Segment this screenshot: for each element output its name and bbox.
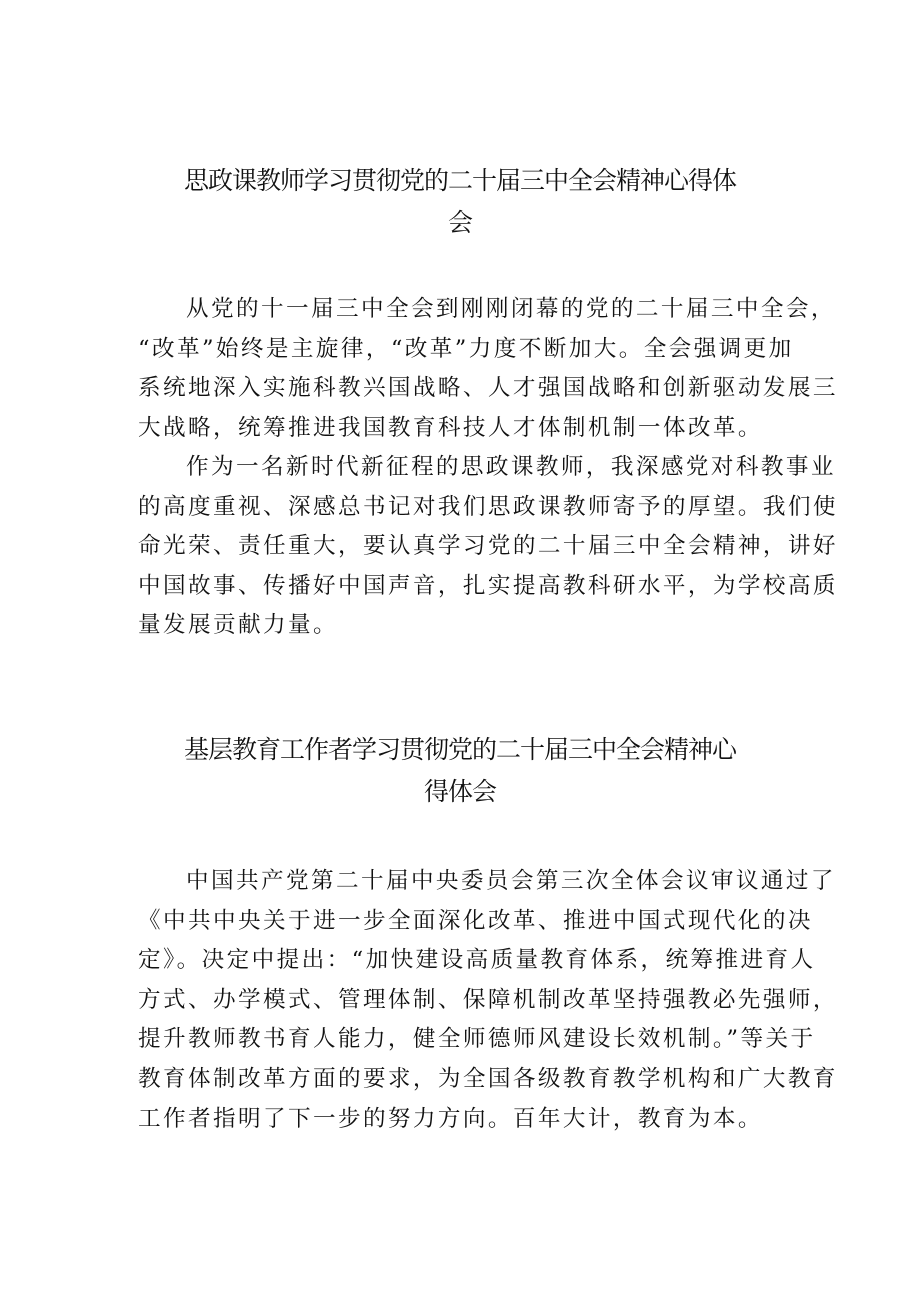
text-line: 定》。决定中提出：“加快建设高质量教育体系，统筹推进育人 xyxy=(138,947,816,974)
text-line: 命光荣、责任重大，要认真学习党的二十届三中全会精神，讲好 xyxy=(138,533,838,560)
text-line: 量发展贡献力量。 xyxy=(138,612,338,639)
text-line: “改革”始终是主旋律，“改革”力度不断加大。全会强调更加 xyxy=(138,335,794,362)
text-line: 的高度重视、深感总书记对我们思政课教师寄予的厚望。我们使 xyxy=(138,493,838,520)
text-line: 从党的十一届三中全会到刚刚闭幕的党的二十届三中全会， xyxy=(186,296,836,322)
article-2-paragraph-1 xyxy=(138,862,838,1139)
text-line: 教育体制改革方面的要求，为全国各级教育教学机构和广大教育 xyxy=(138,1065,838,1092)
article-1-paragraph-2 xyxy=(138,448,838,646)
article-1-title-line: 思政课教师学习贯彻党的二十届三中全会精神心得体 xyxy=(183,166,736,195)
article-1-title-line: 会 xyxy=(447,208,472,237)
article-1-title xyxy=(120,160,800,244)
text-line: 《中共中央关于进一步全面深化改革、推进中国式现代化的决 xyxy=(138,907,813,934)
text-line: 系统地深入实施科教兴国战略、人才强国战略和创新驱动发展三 xyxy=(138,375,838,402)
text-line: 作为一名新时代新征程的思政课教师，我深感党对科教事业 xyxy=(186,454,836,480)
text-line: 中国共产党第二十届中央委员会第三次全体会议审议通过了 xyxy=(186,868,836,894)
text-line: 大战略，统筹推进我国教育科技人才体制机制一体改革。 xyxy=(138,414,763,441)
article-2-title xyxy=(120,729,800,813)
text-line: 中国故事、传播好中国声音，扎实提高教科研水平，为学校高质 xyxy=(138,572,838,599)
text-line: 工作者指明了下一步的努力方向。百年大计，教育为本。 xyxy=(138,1105,763,1132)
text-line: 方式、办学模式、管理体制、保障机制改革坚持强教必先强师， xyxy=(138,986,838,1013)
text-line: 提升教师教书育人能力，健全师德师风建设长效机制。”等关于 xyxy=(138,1026,816,1053)
article-2-title-line: 得体会 xyxy=(423,777,496,806)
article-2-title-line: 基层教育工作者学习贯彻党的二十届三中全会精神心 xyxy=(183,735,736,764)
article-1-paragraph-1 xyxy=(138,290,838,448)
